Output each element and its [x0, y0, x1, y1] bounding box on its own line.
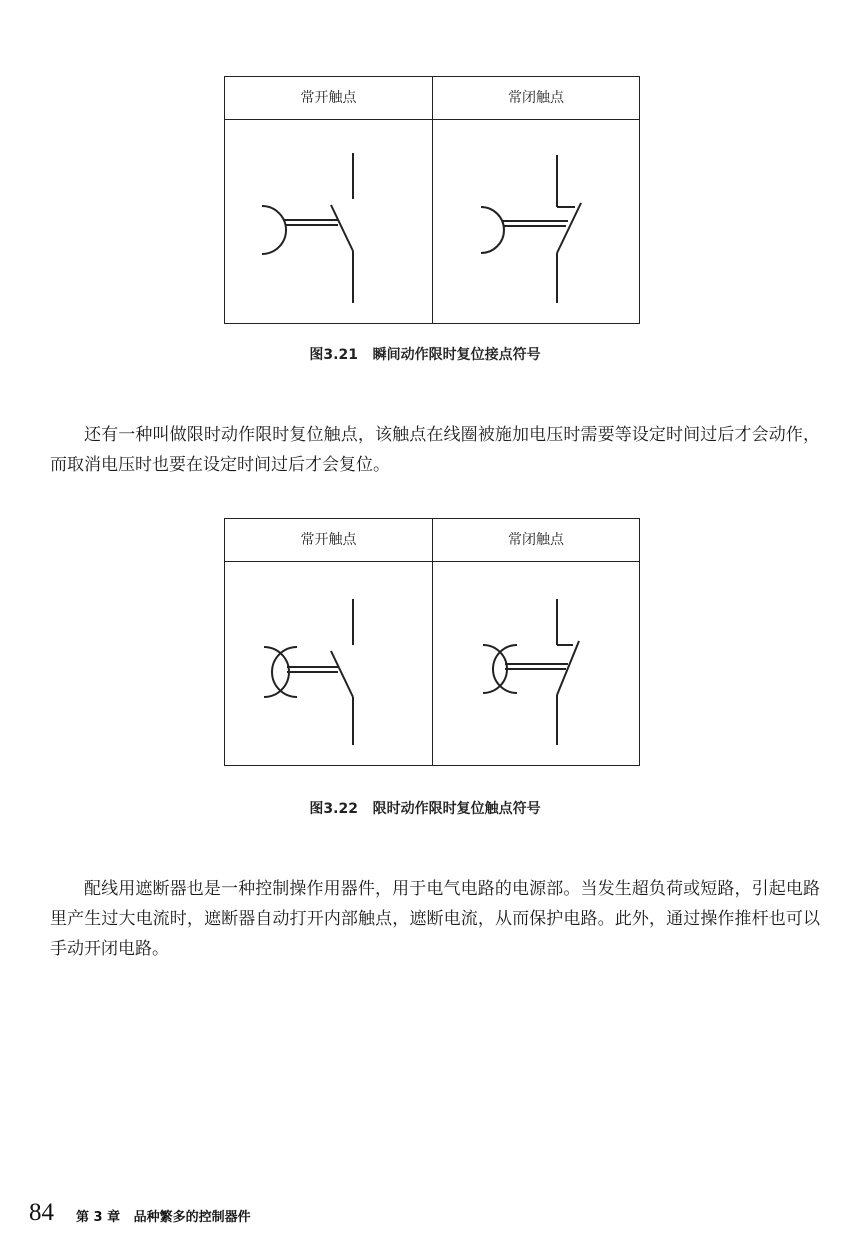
- figure-3-22-header-normally-closed: 常闭触点: [508, 532, 564, 548]
- figure-3-22-caption: 图3.22 限时动作限时复位触点符号: [309, 801, 541, 817]
- paragraph-1: 还有一种叫做限时动作限时复位触点，该触点在线圈被施加电压时需要等设定时间过后才会动作，而取消电压时也要在设定时间过后才会复位。: [50, 425, 820, 475]
- figure-3-22-table: [224, 518, 640, 766]
- figure-3-22-normally-open-symbol: [225, 563, 432, 765]
- paragraph-2: 配线用遮断器也是一种控制操作用器件，用于电气电路的电源部。当发生超负荷或短路，引起电路里产生过大电流时，遮断器自动打开内部触点，遮断电流，从而保护电路。此外，通过操作推杆也可以手动开闭电路。: [50, 879, 820, 959]
- page-number: 84: [29, 1199, 54, 1226]
- figure-3-22-normally-closed-symbol: [433, 563, 640, 765]
- figure-3-21-normally-closed-symbol: [433, 121, 640, 323]
- figure-3-21-normally-open-symbol: [225, 121, 432, 323]
- chapter-title: 第 3 章 品种繁多的控制器件: [76, 1210, 251, 1225]
- figure-3-21-caption: 图3.21 瞬间动作限时复位接点符号: [309, 347, 541, 363]
- figure-3-21-header-normally-closed: 常闭触点: [508, 90, 564, 106]
- figure-3-21-table: [224, 76, 640, 324]
- figure-3-21-header-normally-open: 常开触点: [300, 90, 357, 106]
- figure-3-22-header-normally-open: 常开触点: [300, 532, 357, 548]
